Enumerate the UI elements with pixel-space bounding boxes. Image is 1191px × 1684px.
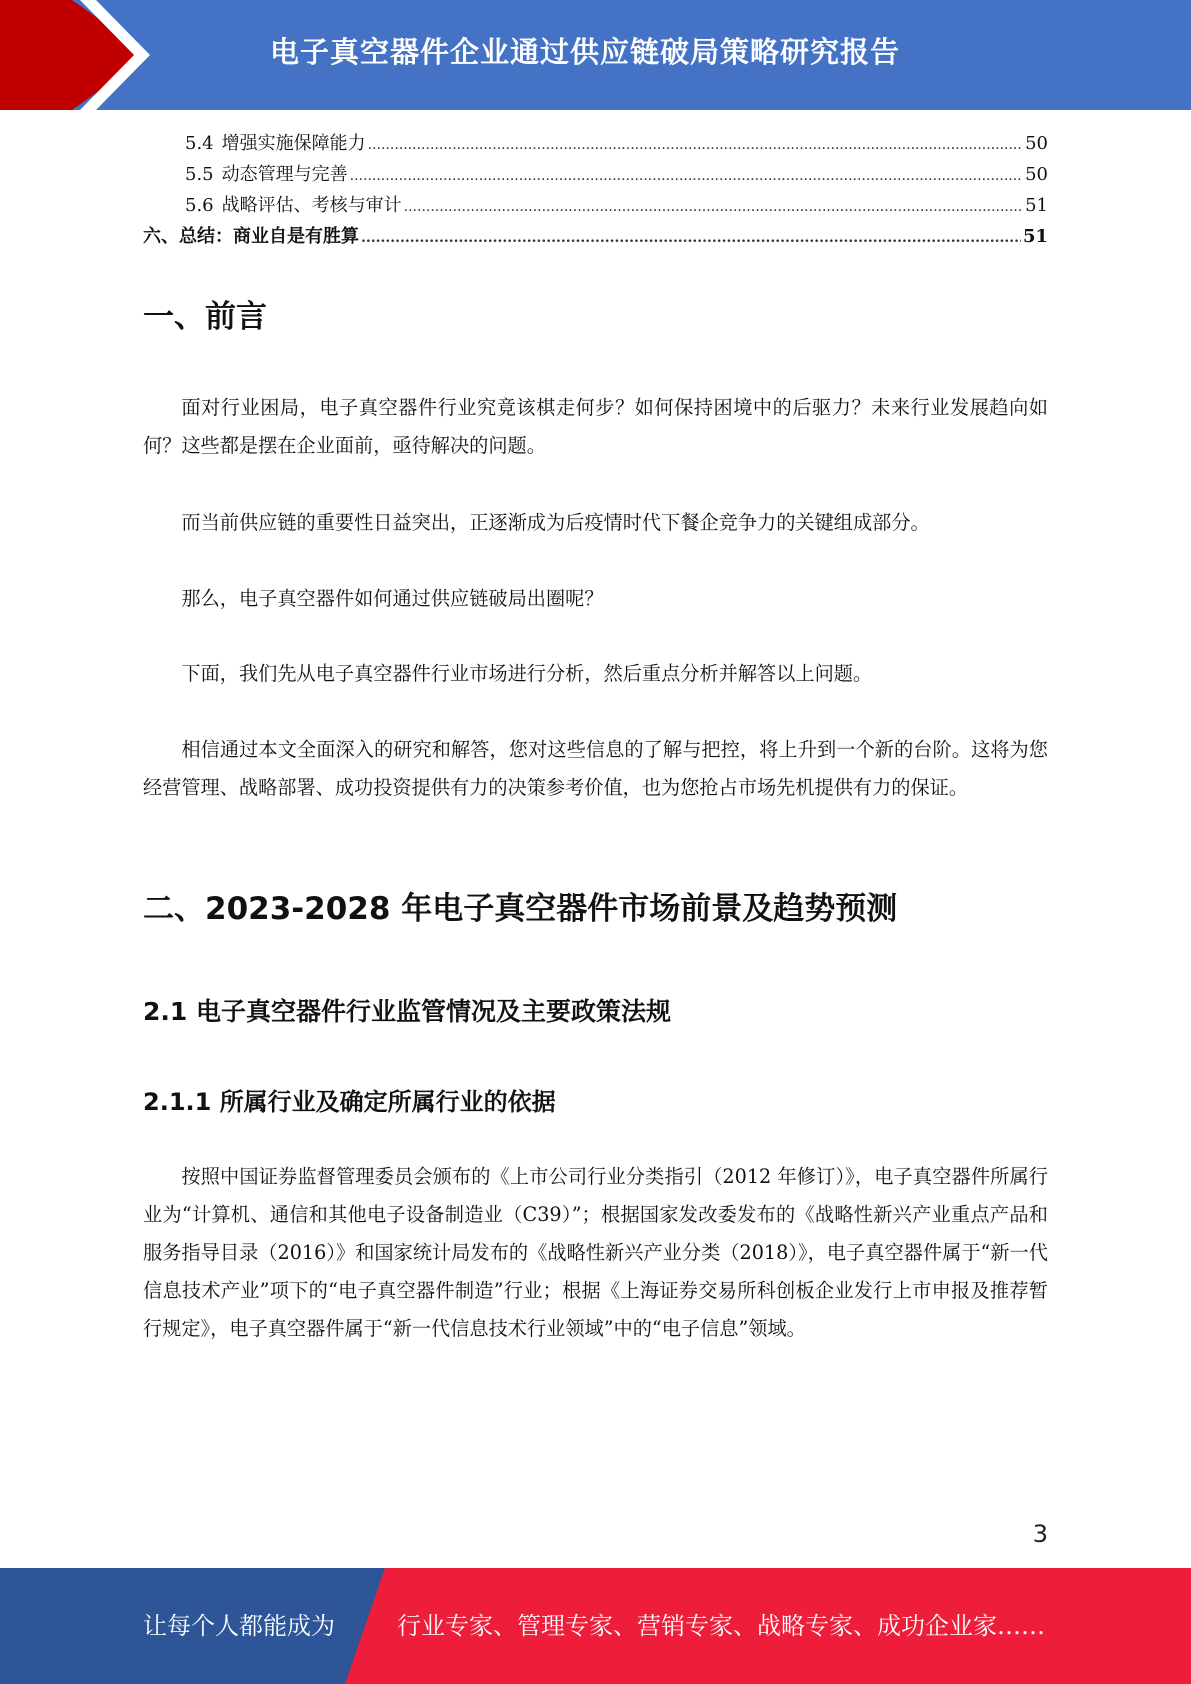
section-heading-preface: 一、前言 (143, 299, 267, 335)
toc-entry-page: 50 (1025, 133, 1048, 154)
toc-entry-label: 战略评估、考核与审计 (221, 195, 402, 216)
toc-entry-number: 5.4 (185, 133, 214, 154)
table-of-contents (143, 128, 1048, 252)
toc-leader-dots (368, 130, 1023, 161)
toc-entry-number: 5.5 (185, 164, 214, 185)
toc-entry[interactable] (143, 190, 1048, 221)
page-header (0, 0, 1191, 110)
toc-entry-label: 增强实施保障能力 (221, 133, 366, 154)
toc-entry-page: 51 (1022, 226, 1048, 247)
toc-entry-label: 动态管理与完善 (221, 164, 348, 185)
body-paragraph: 按照中国证券监督管理委员会颁布的《上市公司行业分类指引（2012 年修订）》，电子真空器件所属行业为“计算机、通信和其他电子设备制造业（C39）”；根据国家发改委发布的《战略性新兴产业重点产品和服务指导目录（2016）》和国家统计局发布的《战略性新兴产业分类（2018）》，电子真空器件属于“新一代信息技术产业”项下的“电子真空器件制造”行业；根据《上海证券交易所科创板企业发行上市申报及推荐暂行规定》，电子真空器件属于“新一代信息技术行业领域”中的“电子信息”领域。 (143, 1165, 1048, 1340)
toc-entry-label: 六、总结：商业自是有胜算 (143, 226, 359, 247)
toc-entry[interactable] (143, 128, 1048, 159)
body-paragraph: 而当前供应链的重要性日益突出，正逐渐成为后疫情时代下餐企竞争力的关键组成部分。 (181, 511, 930, 534)
subsection-heading-regulation: 2.1 电子真空器件行业监管情况及主要政策法规 (143, 997, 671, 1026)
toc-entry[interactable] (143, 221, 1048, 252)
body-paragraph: 那么，电子真空器件如何通过供应链破局出圈呢？ (181, 587, 604, 610)
page-number: 3 (1032, 1520, 1048, 1548)
toc-entry[interactable] (143, 159, 1048, 190)
subsubsection-heading-industry-basis: 2.1.1 所属行业及确定所属行业的依据 (143, 1088, 556, 1116)
toc-leader-dots (361, 223, 1021, 254)
body-paragraph: 面对行业困局，电子真空器件行业究竟该棋走何步？如何保持困境中的后驱力？未来行业发展趋向如何？这些都是摆在企业面前，亟待解决的问题。 (143, 396, 1048, 457)
section-heading-market-outlook: 二、2023-2028 年电子真空器件市场前景及趋势预测 (143, 891, 898, 927)
footer-slogan-left: 让每个人都能成为 (143, 1612, 335, 1640)
page-footer (0, 1568, 1191, 1684)
body-paragraph: 相信通过本文全面深入的研究和解答，您对这些信息的了解与把控，将上升到一个新的台阶。这将为您经营管理、战略部署、成功投资提供有力的决策参考价值，也为您抢占市场先机提供有力的保证。 (143, 738, 1048, 799)
report-title: 电子真空器件企业通过供应链破局策略研究报告 (270, 35, 901, 69)
toc-entry-page: 51 (1025, 195, 1048, 216)
toc-leader-dots (404, 192, 1023, 223)
body-paragraph: 下面，我们先从电子真空器件行业市场进行分析，然后重点分析并解答以上问题。 (181, 662, 873, 685)
toc-entry-page: 50 (1025, 164, 1048, 185)
toc-entry-number: 5.6 (185, 195, 214, 216)
toc-leader-dots (350, 161, 1023, 192)
footer-slogan-right: 行业专家、管理专家、营销专家、战略专家、成功企业家…… (397, 1612, 1045, 1640)
